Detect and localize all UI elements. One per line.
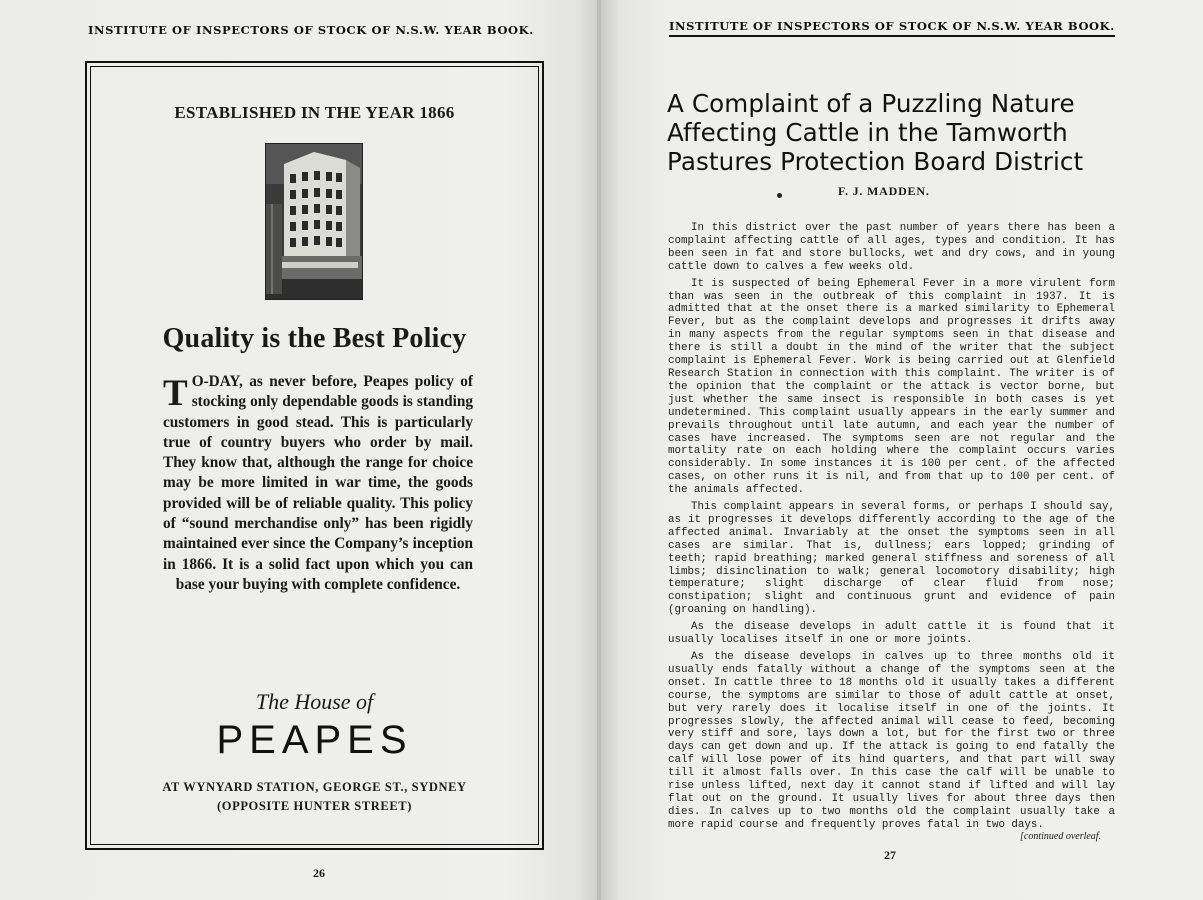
advert-headline: Quality is the Best Policy xyxy=(162,323,467,354)
running-head-left: INSTITUTE OF INSPECTORS OF STOCK OF N.S.W. YEAR BOOK. xyxy=(88,23,534,37)
brand-name: PEAPES xyxy=(216,718,413,762)
advert-frame-inner xyxy=(90,66,539,845)
advert-address xyxy=(91,778,538,816)
article-paragraph: It is suspected of being Ephemeral Fever in a more virulent form than was seen in the outbreak of this complaint in 1937. It is admitted that at the onset there is a marked similarity to Ephemeral Fever, but as the complaint develops and progresses it drifts away in many aspects from the regular symptoms seen in that disease and there is still a doubt in the mind of the writer that the subject complaint is Ephemeral Fever. Work is being carried out at Glenfield Research Station in connection with this complaint. The writer is of the opinion that the complaint or the attack is vector borne, but just whether the same insect is responsible in both cases is yet undetermined. This complaint usually appears in the early summer and prevails throughout until late autumn, and each year the number of cases have increased. The symptoms seen are not regular and the mortality rate on each holding where the complaint occurs varies considerably. In some instances it is 100 per cent. of the affected cases, on other runs it is nil, and from that up to 100 per cent. of the animals affected. xyxy=(668,277,1115,497)
article-paragraph: As the disease develops in adult cattle it is found that it usually localises itself in one or more joints. xyxy=(668,621,1115,647)
article-paragraph: In this district over the past number of years there has been a complaint affecting cattle of all ages, types and condition. It has been seen in fat and store bullocks, wet and dry cows, and in young cattle down to calves a few weeks old. xyxy=(668,222,1115,273)
page-number-right: 27 xyxy=(884,848,896,862)
page-number-left: 26 xyxy=(313,866,325,880)
advert-body xyxy=(163,372,473,595)
bullet-dot xyxy=(777,193,782,198)
address-line-1: AT WYNYARD STATION, GEORGE ST., SYDNEY xyxy=(162,780,467,794)
drop-cap: T xyxy=(163,373,188,414)
building-illustration xyxy=(266,144,362,299)
article-paragraph: This complaint appears in several forms, or perhaps I should say, as it progresses it develops differently according to the age of the affected animal. Invariably at the onset the symptoms seen in all cases are similar. That is, dullness; ears lopped; grinding of teeth; rapid breathing; marked general stiffness and soreness of all limbs; disinclination to walk; general locomotory disability; high temperature; slight discharge of clear fluid from nose; constipation; slight and continuous grunt and evidence of pain (groaning on handling). xyxy=(668,501,1115,617)
article-body xyxy=(668,222,1115,836)
advert-body-text: O-DAY, as never before, Peapes policy of stocking only dependable goods is standing customers in good stead. This is particularly true of country buyers who order by mail. They know that, although the range for choice may be more limited in war time, the goods provided will be of reliable quality. This policy of “sound merchandise only” has been rigidly maintained ever since the Company’s inception in 1866. It is a solid fact upon which you can base your buying with complete confidence. xyxy=(163,373,473,593)
building-engraving-image xyxy=(265,143,363,300)
house-of-label: The House of xyxy=(255,689,374,714)
running-head-right: INSTITUTE OF INSPECTORS OF STOCK OF N.S.W. YEAR BOOK. xyxy=(669,19,1115,37)
continued-overleaf: [continued overleaf. xyxy=(1020,831,1102,842)
article-title: A Complaint of a Puzzling Nature Affecting Cattle in the Tamworth Pastures Protection Board District xyxy=(667,89,1084,176)
article-author: F. J. MADDEN. xyxy=(838,184,930,198)
left-page xyxy=(0,0,598,900)
address-line-2: (OPPOSITE HUNTER STREET) xyxy=(217,799,412,813)
article-paragraph: As the disease develops in calves up to three months old it usually ends fatally without a change of the symptoms seen at the onset. In cattle three to 18 months old it usually takes a different course, the symptoms are similar to those of adult cattle at onset, but very rarely does it localise itself in one of the joints. It progresses slowly, the affected animal will cease to feed, becoming very stiff and sore, lays down a lot, but for the first two or three days can get down and up. If the attack is going to end fatally the calf will lose power of its hind quarters, and that part will sway till it almost falls over. In this case the calf will be unable to rise unless lifted, next day it cannot stand if lifted and will lay flat out on the ground. It usually lives for about three days then dies. In calves up to two months old the complaint usually take a more rapid course and frequently proves fatal in two days. xyxy=(668,651,1115,831)
established-heading: ESTABLISHED IN THE YEAR 1866 xyxy=(174,103,455,122)
advert-frame xyxy=(85,61,544,850)
